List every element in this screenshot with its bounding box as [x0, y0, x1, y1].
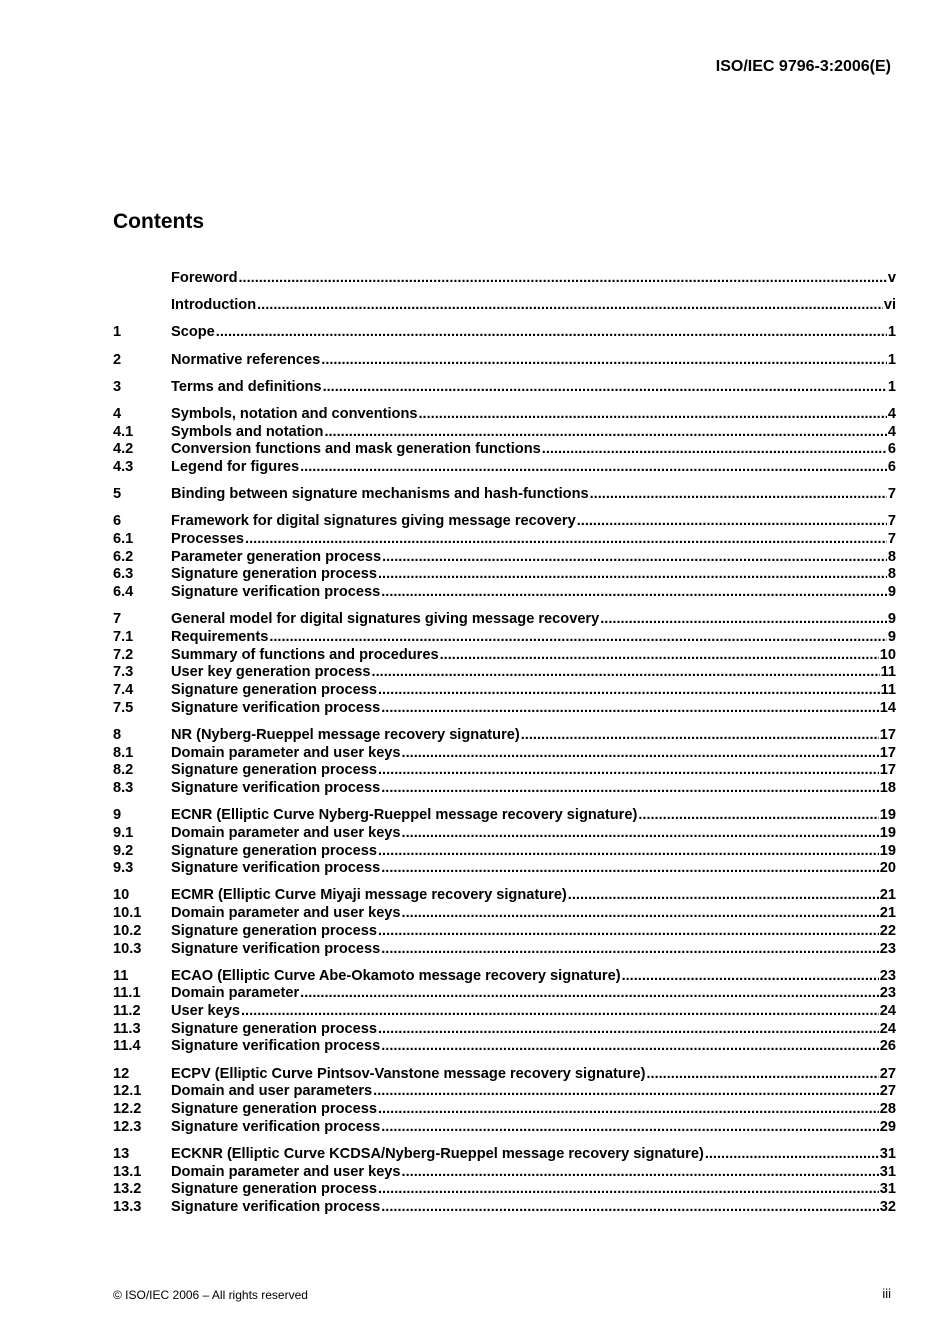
toc-entry-number: 6 [113, 513, 122, 530]
toc-leader-dots [568, 887, 879, 905]
toc-entry[interactable] [113, 513, 896, 531]
toc-entry-page: 24 [879, 1020, 896, 1037]
toc-leader-dots [216, 324, 887, 342]
toc-entry-page: 11 [880, 682, 896, 699]
toc-entry-page: 1 [887, 378, 896, 395]
toc-entry-page: 31 [879, 1163, 896, 1180]
toc-entry-label: ECAO (Elliptic Curve Abe-Okamoto message recovery signature) [171, 967, 621, 984]
toc-entry[interactable] [113, 727, 896, 745]
toc-leader-dots [378, 1101, 879, 1119]
toc-entry-page: 17 [879, 744, 896, 761]
toc-entry-label: Signature generation process [171, 762, 377, 779]
toc-entry-number: 10.2 [113, 922, 142, 939]
toc-leader-dots [638, 807, 878, 825]
toc-entry[interactable] [113, 1146, 896, 1164]
toc-entry-label: Introduction [171, 297, 257, 314]
toc-entry-number: 8 [113, 726, 122, 743]
toc-entry-label: Domain parameter and user keys [171, 905, 401, 922]
toc-entry[interactable] [113, 379, 896, 397]
toc-entry-page: 18 [879, 780, 896, 796]
toc-entry-number: 6.2 [113, 548, 134, 565]
toc-entry-number: 12.1 [113, 1083, 142, 1100]
toc-entry-page: 11 [880, 664, 896, 681]
toc-entry-page: 9 [887, 611, 896, 628]
toc-leader-dots [238, 270, 886, 288]
toc-entry-page: 29 [879, 1118, 896, 1135]
toc-leader-dots [622, 968, 879, 986]
toc-entry-number: 7.1 [113, 629, 134, 645]
toc-entry[interactable] [113, 584, 896, 602]
toc-leader-dots [381, 1199, 879, 1217]
toc-leader-dots [646, 1066, 878, 1084]
toc-entry-page: 8 [887, 566, 896, 583]
toc-entry-label: Summary of functions and procedures [171, 646, 439, 663]
toc-entry-number: 7.2 [113, 646, 134, 663]
toc-leader-dots [257, 297, 883, 315]
toc-entry-number: 11.3 [113, 1020, 141, 1037]
toc-leader-dots [402, 1164, 879, 1182]
toc-entry-number: 11.1 [113, 985, 141, 1002]
toc-entry-number: 4.2 [113, 441, 134, 458]
toc-entry-label: Signature generation process [171, 1101, 377, 1117]
toc-leader-dots [381, 1119, 879, 1137]
toc-entry-number: 9.3 [113, 860, 134, 877]
toc-entry[interactable] [113, 1003, 896, 1021]
toc-leader-dots [705, 1146, 879, 1164]
toc-leader-dots [402, 745, 879, 763]
toc-entry-label: Signature verification process [171, 860, 381, 877]
toc-entry-number: 9 [113, 807, 122, 824]
toc-entry[interactable] [113, 664, 896, 682]
toc-leader-dots [381, 1038, 879, 1056]
toc-entry-page: 24 [879, 1003, 896, 1020]
toc-entry-label: Signature generation process [171, 1181, 377, 1198]
toc-entry-label: Signature verification process [171, 699, 381, 716]
toc-entry-label: Scope [171, 324, 215, 341]
toc-entry[interactable] [113, 486, 896, 504]
toc-entry-label: Terms and definitions [171, 378, 322, 395]
toc-entry-label: NR (Nyberg-Rueppel message recovery signature) [171, 726, 520, 743]
toc-entry-number: 3 [113, 378, 122, 395]
copyright-notice: © ISO/IEC 2006 – All rights reserved [113, 1288, 308, 1302]
toc-entry[interactable] [113, 762, 896, 780]
toc-entry[interactable] [113, 941, 896, 959]
toc-entry-label: Signature generation process [171, 566, 377, 583]
toc-entry-number: 6.4 [113, 584, 134, 601]
toc-entry-label: Signature verification process [171, 1118, 381, 1135]
page-title: Contents [113, 210, 204, 233]
toc-entry-number: 13.1 [113, 1163, 142, 1180]
toc-entry-label: Signature verification process [171, 1198, 381, 1215]
toc-leader-dots [245, 531, 887, 549]
toc-entry-label: Conversion functions and mask generation functions [171, 441, 541, 458]
toc-entry[interactable] [113, 1181, 896, 1199]
toc-entry-number: 2 [113, 351, 122, 368]
toc-entry-number: 8.3 [113, 780, 134, 796]
toc-entry[interactable] [113, 1119, 896, 1137]
toc-entry-page: 19 [879, 807, 896, 824]
toc-entry-label: Domain and user parameters [171, 1083, 373, 1100]
toc-entry-page: 28 [879, 1101, 896, 1117]
toc-entry-page: 27 [879, 1083, 896, 1100]
toc-entry-page: v [887, 270, 896, 286]
page-number: iii [882, 1286, 891, 1301]
toc-entry-label: Symbols, notation and conventions [171, 405, 418, 422]
toc-entry-number: 12.3 [113, 1118, 142, 1135]
toc-entry-page: 8 [887, 548, 896, 565]
toc-entry[interactable] [113, 1101, 896, 1119]
toc-entry-label: Domain parameter and user keys [171, 824, 401, 841]
toc-entry[interactable] [113, 629, 896, 647]
toc-entry[interactable] [113, 324, 896, 342]
toc-entry[interactable] [113, 682, 896, 700]
toc-entry-number: 12.2 [113, 1101, 142, 1117]
toc-entry[interactable] [113, 566, 896, 584]
toc-entry[interactable] [113, 1083, 896, 1101]
toc-entry-number: 8.1 [113, 744, 134, 761]
toc-entry-page: 10 [879, 646, 896, 663]
toc-entry[interactable] [113, 406, 896, 424]
toc-entry[interactable] [113, 780, 896, 798]
toc-leader-dots [300, 985, 879, 1003]
toc-entry-page: 20 [879, 860, 896, 877]
toc-entry[interactable] [113, 1021, 896, 1039]
toc-entry[interactable] [113, 424, 896, 442]
toc-leader-dots [378, 923, 879, 941]
toc-entry-page: 9 [887, 584, 896, 601]
toc-entry-page: 17 [879, 726, 896, 743]
toc-entry-label: Signature generation process [171, 842, 377, 859]
toc-entry-page: 21 [879, 905, 896, 922]
toc-entry-label: Signature verification process [171, 940, 381, 957]
toc-entry-page: 32 [879, 1198, 896, 1215]
toc-leader-dots [323, 379, 887, 397]
toc-entry-number: 1 [113, 324, 122, 341]
toc-entry[interactable] [113, 1199, 896, 1217]
toc-entry-number: 11.2 [113, 1003, 141, 1020]
toc-leader-dots [381, 860, 879, 878]
toc-leader-dots [381, 941, 879, 959]
toc-entry-label: Legend for figures [171, 459, 300, 475]
toc-entry-label: Requirements [171, 629, 269, 645]
toc-entry-label: Symbols and notation [171, 423, 324, 440]
toc-entry-label: Domain parameter [171, 985, 300, 1002]
toc-entry-number: 6.3 [113, 566, 134, 583]
toc-entry-page: 1 [887, 324, 896, 341]
toc-entry-label: Processes [171, 531, 245, 548]
toc-entry-page: 7 [887, 513, 896, 530]
toc-leader-dots [402, 825, 879, 843]
toc-leader-dots [381, 700, 879, 718]
toc-entry[interactable] [113, 985, 896, 1003]
toc-entry-label: User key generation process [171, 664, 371, 681]
toc-entry-label: Domain parameter and user keys [171, 744, 401, 761]
toc-entry-page: 14 [879, 699, 896, 716]
toc-entry-number: 12 [113, 1065, 130, 1082]
toc-entry-label: General model for digital signatures giving message recovery [171, 611, 600, 628]
document-id: ISO/IEC 9796-3:2006(E) [715, 58, 891, 75]
toc-leader-dots [381, 584, 887, 602]
toc-entry-page: 22 [879, 922, 896, 939]
toc-leader-dots [440, 647, 879, 665]
toc-entry-page: 26 [879, 1038, 896, 1055]
toc-entry-number: 10.3 [113, 940, 142, 957]
toc-entry-page: 7 [887, 486, 896, 503]
toc-leader-dots [521, 727, 879, 745]
toc-entry-label: Signature generation process [171, 922, 377, 939]
toc-leader-dots [600, 611, 887, 629]
toc-entry-number: 7 [113, 611, 122, 628]
toc-entry-number: 10 [113, 887, 130, 904]
toc-leader-dots [382, 549, 887, 567]
toc-entry-number: 7.3 [113, 664, 134, 681]
toc-entry-label: Signature verification process [171, 1038, 381, 1055]
toc-entry[interactable] [113, 1038, 896, 1056]
toc-leader-dots [402, 905, 879, 923]
toc-leader-dots [324, 424, 886, 442]
toc-leader-dots [241, 1003, 879, 1021]
toc-entry-page: 19 [879, 842, 896, 859]
toc-entry-number: 11.4 [113, 1038, 141, 1055]
toc-entry-number: 7.4 [113, 682, 134, 699]
toc-leader-dots [321, 352, 887, 370]
toc-entry-page: 9 [887, 629, 896, 645]
toc-entry-page: 31 [879, 1145, 896, 1162]
toc-entry-number: 7.5 [113, 699, 134, 716]
toc-entry-number: 13 [113, 1145, 130, 1162]
toc-entry[interactable] [113, 1164, 896, 1182]
toc-entry-number: 13.3 [113, 1198, 142, 1215]
toc-entry[interactable] [113, 297, 896, 315]
toc-entry[interactable] [113, 968, 896, 986]
toc-entry-number: 13.2 [113, 1181, 142, 1198]
toc-entry[interactable] [113, 860, 896, 878]
toc-entry-number: 9.1 [113, 824, 134, 841]
toc-leader-dots [373, 1083, 879, 1101]
toc-entry[interactable] [113, 887, 896, 905]
toc-entry-number: 9.2 [113, 842, 134, 859]
toc-leader-dots [372, 664, 880, 682]
toc-leader-dots [590, 486, 887, 504]
toc-leader-dots [542, 441, 887, 459]
toc-entry-label: User keys [171, 1003, 240, 1020]
toc-entry[interactable] [113, 807, 896, 825]
toc-entry-number: 6.1 [113, 531, 134, 548]
toc-entry-page: vi [883, 297, 896, 314]
toc-entry[interactable] [113, 923, 896, 941]
toc-entry-page: 4 [887, 405, 896, 422]
toc-leader-dots [419, 406, 887, 424]
toc-leader-dots [577, 513, 887, 531]
toc-entry-label: Parameter generation process [171, 548, 382, 565]
toc-entry[interactable] [113, 459, 896, 477]
toc-entry-label: Framework for digital signatures giving message recovery [171, 513, 576, 530]
toc-leader-dots [378, 843, 879, 861]
toc-entry-page: 23 [879, 940, 896, 957]
toc-entry[interactable] [113, 905, 896, 923]
toc-entry-number: 11 [113, 967, 129, 984]
toc-entry-page: 31 [879, 1181, 896, 1198]
table-of-contents [113, 270, 896, 1217]
toc-entry[interactable] [113, 647, 896, 665]
toc-entry-label: ECNR (Elliptic Curve Nyberg-Rueppel message recovery signature) [171, 807, 638, 824]
toc-entry-number: 4.1 [113, 423, 134, 440]
toc-leader-dots [378, 1181, 879, 1199]
toc-entry[interactable] [113, 441, 896, 459]
toc-entry-number: 10.1 [113, 905, 142, 922]
toc-leader-dots [300, 459, 887, 477]
toc-entry-label: Domain parameter and user keys [171, 1163, 401, 1180]
toc-entry[interactable] [113, 745, 896, 763]
toc-entry-label: Signature generation process [171, 682, 377, 699]
toc-entry-label: Signature verification process [171, 780, 381, 796]
toc-entry-page: 6 [887, 441, 896, 458]
toc-entry-label: ECKNR (Elliptic Curve KCDSA/Nyberg-Rueppel message recovery signature) [171, 1145, 704, 1162]
toc-entry[interactable] [113, 843, 896, 861]
toc-entry-label: Foreword [171, 270, 238, 286]
toc-entry-number: 4.3 [113, 459, 134, 475]
toc-leader-dots [381, 780, 879, 798]
toc-entry-number: 4 [113, 405, 122, 422]
toc-entry-page: 7 [887, 531, 896, 548]
toc-entry-page: 4 [887, 423, 896, 440]
toc-entry[interactable] [113, 531, 896, 549]
toc-entry-label: Signature generation process [171, 1020, 377, 1037]
toc-entry[interactable] [113, 270, 896, 288]
toc-entry-page: 19 [879, 824, 896, 841]
toc-entry[interactable] [113, 611, 896, 629]
toc-entry[interactable] [113, 352, 896, 370]
toc-entry-label: ECMR (Elliptic Curve Miyaji message recovery signature) [171, 887, 567, 904]
toc-entry[interactable] [113, 549, 896, 567]
toc-entry-page: 6 [887, 459, 896, 475]
toc-entry-page: 1 [887, 351, 896, 368]
toc-leader-dots [378, 566, 887, 584]
toc-entry-number: 5 [113, 486, 122, 503]
toc-entry-label: Signature verification process [171, 584, 381, 601]
toc-entry-page: 23 [879, 967, 896, 984]
toc-entry-page: 27 [879, 1065, 896, 1082]
toc-entry[interactable] [113, 700, 896, 718]
toc-entry-label: ECPV (Elliptic Curve Pintsov-Vanstone message recovery signature) [171, 1065, 646, 1082]
toc-leader-dots [378, 762, 879, 780]
toc-entry[interactable] [113, 825, 896, 843]
toc-entry-number: 8.2 [113, 762, 134, 779]
toc-leader-dots [378, 1021, 879, 1039]
toc-entry-page: 17 [879, 762, 896, 779]
toc-entry-label: Binding between signature mechanisms and hash-functions [171, 486, 589, 503]
toc-entry-page: 21 [879, 887, 896, 904]
toc-leader-dots [378, 682, 880, 700]
toc-entry-label: Normative references [171, 351, 321, 368]
toc-entry-page: 23 [879, 985, 896, 1002]
toc-leader-dots [269, 629, 887, 647]
toc-entry[interactable] [113, 1066, 896, 1084]
